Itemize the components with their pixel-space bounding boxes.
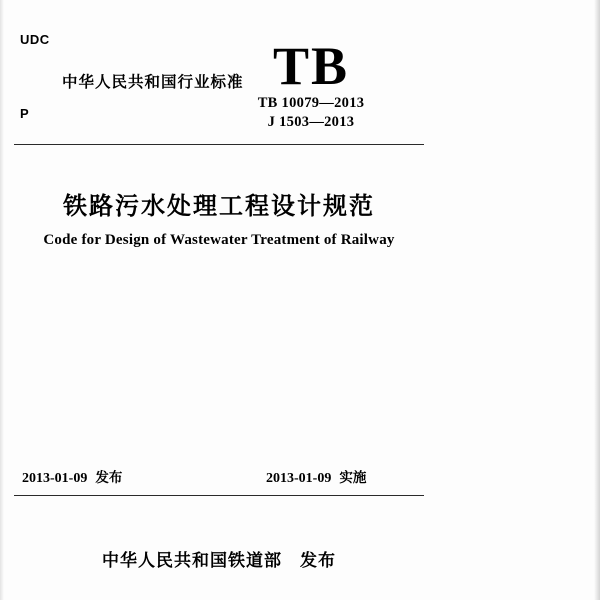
publisher-line: 中华人民共和国铁道部 发布	[102, 551, 336, 571]
effective-date-group	[266, 466, 366, 487]
issue-date: 2013-01-09	[22, 471, 88, 486]
effective-label: 实施	[339, 470, 367, 486]
udc-label: UDC	[20, 32, 50, 47]
standard-number-alt: J 1503—2013	[267, 114, 355, 130]
document-title-en: Code for Design of Wastewater Treatment of Railway	[43, 232, 395, 248]
standard-emblem-block	[216, 38, 406, 132]
tb-emblem-text: TB	[272, 36, 350, 96]
issue-label: 发布	[95, 470, 123, 486]
effective-date: 2013-01-09	[266, 471, 332, 486]
document-title-cn: 铁路污水处理工程设计规范	[63, 192, 375, 220]
industry-standard-line: 中华人民共和国行业标准	[62, 73, 244, 91]
divider-top	[14, 144, 424, 145]
classification-label: P	[20, 106, 29, 121]
issue-date-group	[22, 466, 122, 487]
divider-bottom	[14, 495, 424, 496]
standard-number: TB 10079—2013	[257, 95, 365, 111]
cover-sheet	[14, 8, 424, 592]
